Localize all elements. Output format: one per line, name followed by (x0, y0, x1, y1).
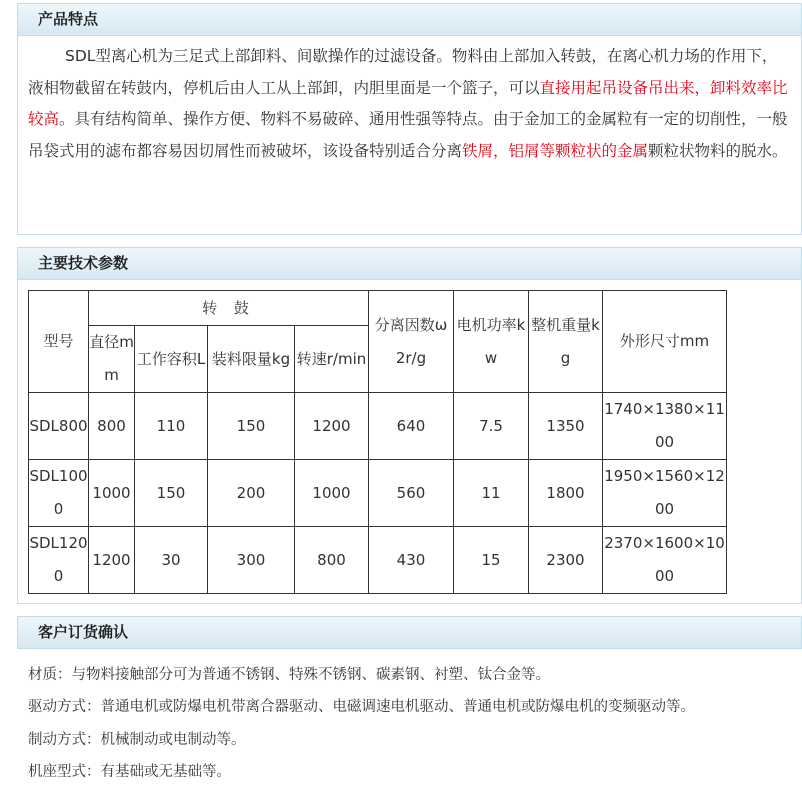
cell-model: SDL1200 (29, 527, 89, 594)
cell-factor: 430 (369, 527, 454, 594)
cell-power: 15 (454, 527, 529, 594)
header-load: 装料限量kg (208, 326, 295, 393)
order-header (17, 616, 802, 649)
intro-text-2: 。具有结构简单、操作方便、物料不易破碎、通用性强等特点。由于金加工的金属粒有一定的切削性，一般吊袋式用的滤布都容易因切屑性而被破坏，该设备特别适合分离 (28, 110, 788, 160)
order-line-brake: 制动方式：机械制动或电制动等。 (28, 732, 246, 748)
cell-diameter: 1200 (89, 527, 135, 594)
cell-power: 7.5 (454, 393, 529, 460)
cell-model: SDL800 (29, 393, 89, 460)
order-line-material: 材质：与物料接触部分可为普通不锈钢、特殊不锈钢、碳素钢、衬塑、钛合金等。 (28, 667, 550, 683)
features-header (17, 3, 802, 36)
cell-weight: 1350 (529, 393, 603, 460)
cell-factor: 560 (369, 460, 454, 527)
cell-speed: 1200 (295, 393, 369, 460)
header-weight: 整机重量kg (529, 291, 603, 393)
header-row-1 (29, 291, 727, 326)
order-title: 客户订货确认 (38, 623, 129, 641)
specs-header (17, 247, 802, 280)
cell-diameter: 1000 (89, 460, 135, 527)
table-row (29, 460, 727, 527)
features-box (17, 36, 802, 235)
features-paragraph (18, 36, 801, 167)
header-volume: 工作容积L (135, 326, 208, 393)
features-title: 产品特点 (38, 10, 99, 28)
cell-power: 11 (454, 460, 529, 527)
header-diameter: 直径mm (89, 326, 135, 393)
header-power: 电机功率kw (454, 291, 529, 393)
table-row (29, 393, 727, 460)
header-model: 型号 (29, 291, 89, 393)
cell-weight: 2300 (529, 527, 603, 594)
header-factor (369, 291, 454, 393)
intro-text-1: SDL型离心机为三足式上部卸料、间歇操作的过滤设备。物料由上部加入转鼓，在离心机力场的作用下，液相物截留在转鼓内，停机后由人工从上部卸，内胆里面是一个篮子，可以 (28, 47, 778, 97)
header-speed: 转速r/min (295, 326, 369, 393)
specs-title: 主要技术参数 (38, 254, 129, 272)
cell-load: 300 (208, 527, 295, 594)
cell-load: 150 (208, 393, 295, 460)
cell-volume: 30 (135, 527, 208, 594)
intro-text-3: 颗粒状物料的脱水。 (648, 141, 788, 160)
cell-speed: 800 (295, 527, 369, 594)
cell-diameter: 800 (89, 393, 135, 460)
cell-load: 200 (208, 460, 295, 527)
cell-weight: 1800 (529, 460, 603, 527)
cell-size: 2370×1600×1000 (603, 527, 727, 594)
cell-volume: 110 (135, 393, 208, 460)
header-size: 外形尺寸mm (603, 291, 727, 393)
order-line-base: 机座型式：有基础或无基础等。 (28, 764, 231, 780)
intro-highlight-2: 铁屑，铝屑等颗粒状的金属 (462, 141, 649, 160)
specs-table (28, 290, 727, 594)
cell-speed: 1000 (295, 460, 369, 527)
cell-size: 1740×1380×1100 (603, 393, 727, 460)
cell-factor: 640 (369, 393, 454, 460)
header-factor-unit: 2r/g (395, 348, 427, 367)
header-drum: 转 鼓 (89, 291, 369, 326)
order-line-drive: 驱动方式：普通电机或防爆电机带离合器驱动、电磁调速电机驱动、普通电机或防爆电机的变频驱动等。 (28, 699, 695, 715)
cell-size: 1950×1560×1200 (603, 460, 727, 527)
cell-volume: 150 (135, 460, 208, 527)
table-row (29, 527, 727, 594)
intro-highlight-1: 直接用起吊设备吊出来，卸料效率比较高 (28, 78, 788, 128)
cell-model: SDL1000 (29, 460, 89, 527)
header-factor-label: 分离因数ω (374, 315, 448, 334)
